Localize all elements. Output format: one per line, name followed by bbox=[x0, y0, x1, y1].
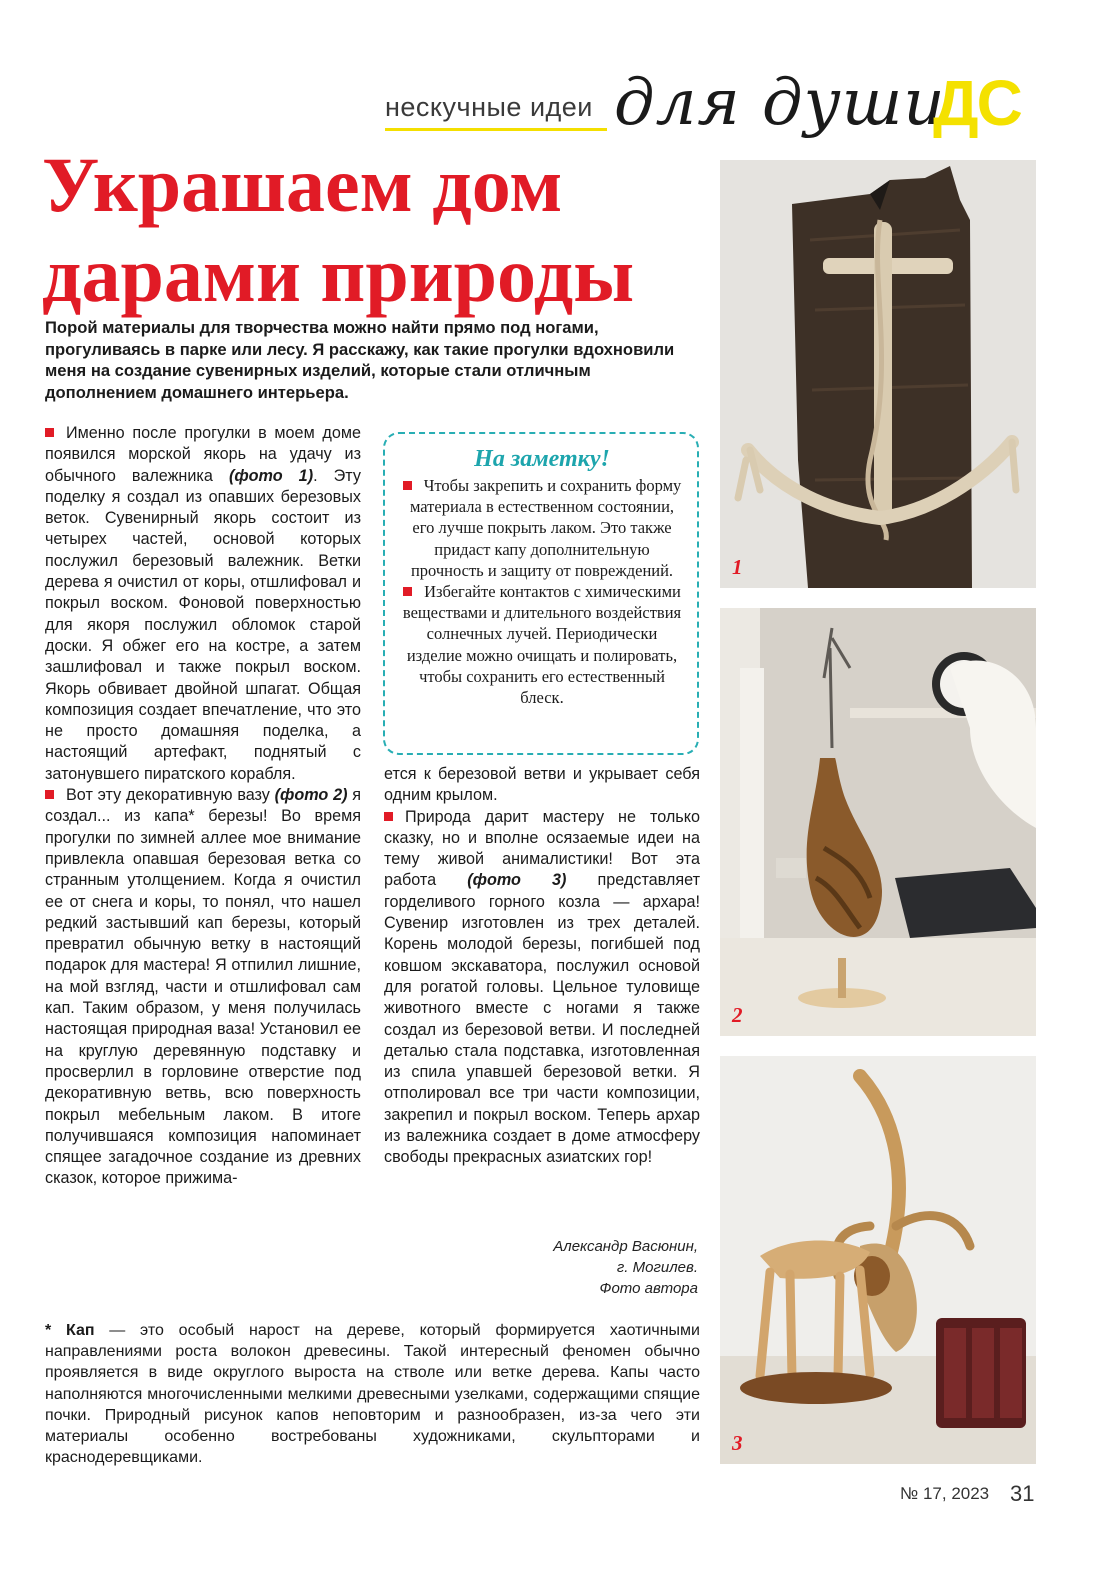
paragraph-text: Именно после прогулки в моем доме появился морской якорь на удачу из обычного валежника bbox=[45, 424, 361, 485]
note-item-text: Избегайте контактов с химическими веществами и длительного воздействия солнечных лучей. Периодически изделие можно очищать и полировать, чтобы сохранить его естественный блеск. bbox=[402, 582, 682, 708]
footnote-text: — это особый нарост на дереве, который формируется хаотичными направлениями роста волокон древесины. Такой интересный феномен обычно проявляется в виде округлого выроста на стволе или ветке дерева. Капы часто наполняются многочисленными мелкими древесными узелками, содержащими спящие почки. Природный рисунок капов неповторим и разнообразен, из-за чего эти материалы особенно востребованы художниками, скульпторами и краснодеревщиками. bbox=[45, 1322, 700, 1467]
author-name: Александр Васюнин, bbox=[553, 1238, 698, 1255]
photo-reference: (фото 2) bbox=[274, 786, 348, 805]
photo-number: 2 bbox=[732, 1003, 743, 1027]
issue-number: № 17, 2023 bbox=[900, 1484, 990, 1503]
magazine-logo: ДС bbox=[933, 67, 1021, 139]
anchor-illustration bbox=[720, 160, 1036, 588]
paragraph bbox=[45, 785, 361, 1190]
paragraph bbox=[45, 423, 361, 785]
article-title bbox=[42, 140, 722, 320]
bullet-square-icon bbox=[384, 812, 393, 821]
photo-argali bbox=[720, 1056, 1036, 1464]
paragraph-text: . Эту поделку я создал из опавших березовых веток. Сувенирный якорь состоит из четырех частей, основой которых послужил березовый валежник. Ветки дерева я очистил от коры, отшлифовал и покрыл воском. Фоновой поверхностью для якоря послужил обломок старой доски. Я обжег его на костре, а затем зашлифовал и также покрыл воском. Якорь обвивает двойной шпагат. Общая композиция создает впечатление, что это не просто домашняя поделка, а настоящий артефакт, поднятый с затонувшего пиратского корабля. bbox=[45, 466, 361, 783]
rubric-label: нескучные идеи bbox=[385, 92, 593, 122]
photo-reference: (фото 1) bbox=[228, 466, 314, 485]
note-item bbox=[399, 581, 685, 708]
photo-reference: (фото 3) bbox=[467, 871, 567, 890]
article-title-line-1: Украшаем дом bbox=[42, 141, 563, 228]
paragraph-text: представляет горделивого горного козла — архара! Сувенир изготовлен из трех деталей. Корень молодой березы, погибшей под ковшом экскаватора, послужил основой для рогатой головы. Цельное туловище животного вместе с ногами я также создал из березовой ветви. И последней деталью стала подставка, изготовленная из спила упавшей березовой ветки. Я отполировал все три части композиции, закрепил и покрыл воском. Теперь архар из валежника создает в доме атмосферу свободы прекрасных азиатских гор! bbox=[384, 871, 700, 1167]
note-title: На заметку! bbox=[474, 446, 610, 472]
photo-anchor bbox=[720, 160, 1036, 588]
paragraph-text: Вот эту декоративную вазу bbox=[66, 786, 275, 805]
photo-credit: Фото автора bbox=[599, 1280, 698, 1297]
bullet-square-icon bbox=[45, 790, 54, 799]
footnote-term: * Кап bbox=[45, 1322, 95, 1339]
text-column-left bbox=[45, 423, 361, 1190]
author-city: г. Могилев. bbox=[616, 1259, 698, 1276]
paragraph-text: я создал... из капа* березы! Во время прогулки по зимней аллее мое внимание привлекла опавшая березовая ветка со странным утолщением. Когда я очистил ее от снега и коры, то понял, что нашел редкий застывший кап березы, который превратил обычную ветку в настоящий подарок для мастера! Я отпилил лишние, на мой взгляд, части и отшлифовал сам кап. Таким образом, у меня получилась настоящая природная ваза! Установил ее на круглую деревянную подставку и просверлил в горловине отверстие под декоративную ветвь, всю поверхность покрыл мебельным лаком. В итоге получившаяся композиция напоминает спящее загадочное создание из древних сказок, которое прижима- bbox=[45, 786, 362, 1188]
article-lead: Порой материалы для творчества можно найти прямо под ногами, прогуливаясь в парке или лесу. Я расскажу, как такие прогулки вдохновили меня на создание сувенирных изделий, которые стали отличным дополнением домашнего интерьера. bbox=[45, 318, 675, 402]
paragraph: ется к березовой ветви и укрывает себя одним крылом. bbox=[384, 765, 700, 805]
page-number: 31 bbox=[1010, 1481, 1035, 1506]
text-column-right bbox=[384, 764, 700, 1169]
vase-illustration bbox=[720, 608, 1036, 1036]
bullet-square-icon bbox=[45, 428, 54, 437]
note-box bbox=[383, 432, 699, 755]
argali-illustration bbox=[720, 1056, 1036, 1464]
section-title: для души bbox=[614, 66, 946, 140]
footnote bbox=[45, 1320, 700, 1468]
photo-number: 3 bbox=[732, 1431, 743, 1455]
paragraph-text: Природа дарит мастеру не только сказку, но и вполне осязаемые идеи на тему живой анималистики! Вот эта работа bbox=[384, 807, 700, 890]
bullet-square-icon bbox=[403, 587, 412, 596]
note-item-text: Чтобы закрепить и сохранить форму материала в естественном состоянии, его лучше покрыть лаком. Это также придаст капу дополнительную прочность и защиту от повреждений. bbox=[409, 476, 682, 580]
bullet-square-icon bbox=[403, 481, 412, 490]
rubric-underline bbox=[385, 128, 607, 131]
photo-number: 1 bbox=[732, 555, 743, 579]
author-signature bbox=[450, 1236, 698, 1299]
photo-vase bbox=[720, 608, 1036, 1036]
article-title-line-2: дарами природы bbox=[42, 231, 635, 318]
note-item bbox=[399, 475, 685, 581]
paragraph bbox=[384, 807, 700, 1169]
